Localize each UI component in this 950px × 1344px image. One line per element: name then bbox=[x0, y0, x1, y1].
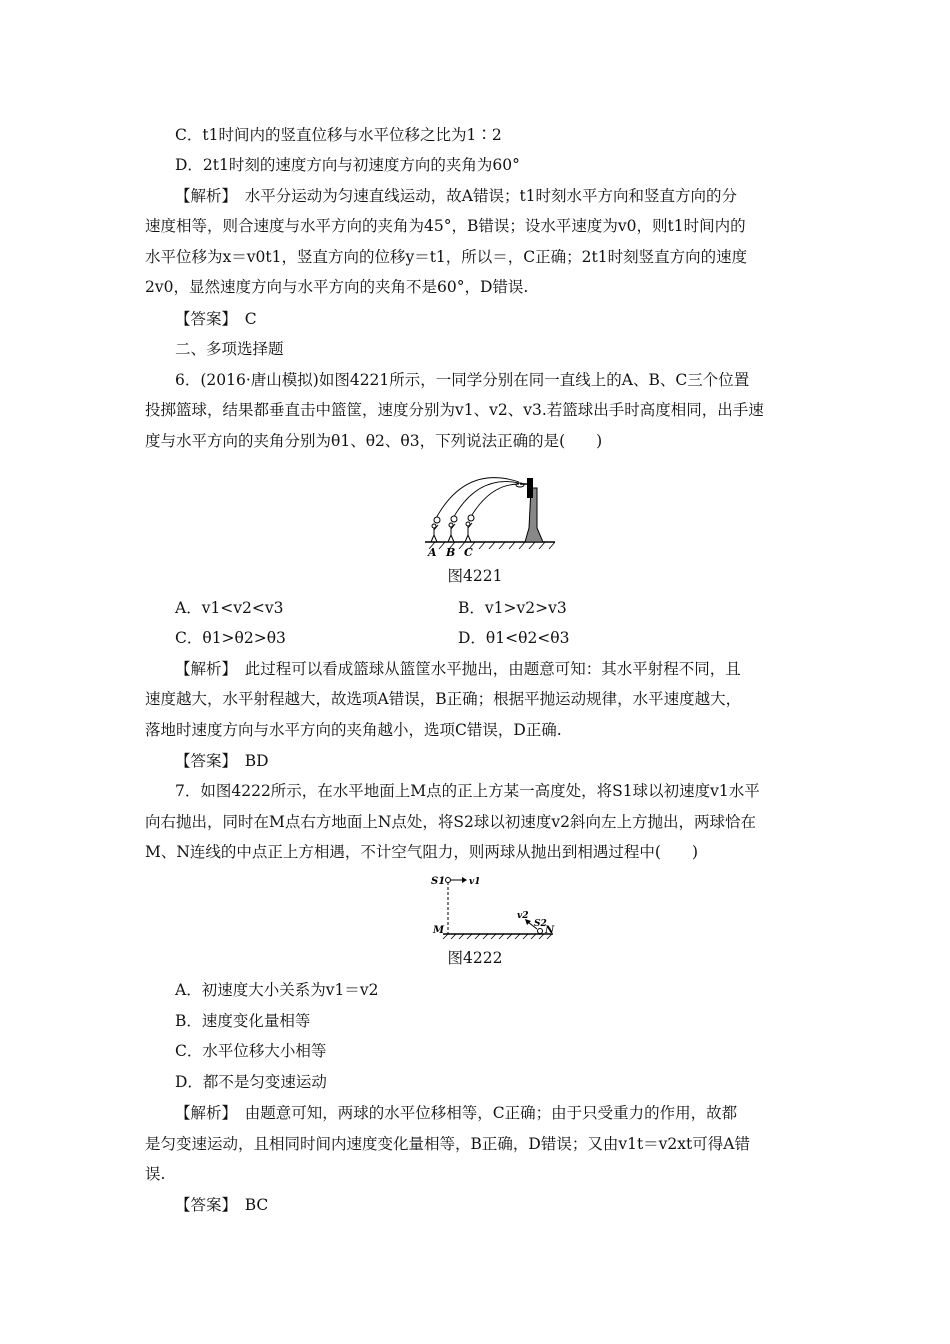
q7-option-a: A．初速度大小关系为v1＝v2 bbox=[175, 981, 379, 999]
analysis-6-line-2: 速度越大，水平射程越大，故选项A错误，B正确；根据平抛运动规律，水平速度越大， bbox=[145, 690, 742, 708]
figure-4222 bbox=[425, 870, 560, 940]
figure-4221-caption: 图4221 bbox=[447, 567, 503, 585]
analysis-5-line-4: 2v0，显然速度方向与水平方向的夹角不是60°，D错误. bbox=[145, 278, 529, 296]
label-b: B bbox=[446, 546, 456, 558]
q6-option-a: A．v1<v2<v3 bbox=[175, 599, 284, 617]
figure-4222-caption: 图4222 bbox=[447, 949, 503, 967]
analysis-7-line-3: 误. bbox=[145, 1165, 166, 1183]
question-7-line-2: 向右抛出，同时在M点右方地面上N点处，将S2球以初速度v2斜向左上方抛出，两球恰在 bbox=[145, 813, 757, 831]
q6-option-d: D．θ1<θ2<θ3 bbox=[458, 629, 570, 647]
analysis-6-line-3: 落地时速度方向与水平方向的夹角越小，选项C错误，D正确. bbox=[145, 721, 562, 739]
answer-5: 【答案】 C bbox=[175, 310, 257, 328]
label-v1: v1 bbox=[469, 877, 481, 887]
label-c: C bbox=[464, 546, 473, 558]
label-m: M bbox=[433, 925, 445, 936]
analysis-5-line-1: 【解析】 水平分运动为匀速直线运动，故A错误；t1时刻水平方向和竖直方向的分 bbox=[175, 187, 738, 205]
label-s1: S1 bbox=[431, 876, 446, 887]
answer-6: 【答案】 BD bbox=[175, 752, 269, 770]
question-6-line-1: 6．(2016·唐山模拟)如图4221所示，一同学分别在同一直线上的A、B、C三个位置 bbox=[175, 371, 750, 389]
question-6-line-2: 投掷篮球，结果都垂直击中篮筐，速度分别为v1、v2、v3.若篮球出手时高度相同，出手速 bbox=[145, 401, 764, 419]
label-s2: S2 bbox=[534, 919, 547, 929]
analysis-7-line-1: 【解析】 由题意可知，两球的水平位移相等，C正确；由于只受重力的作用，故都 bbox=[175, 1104, 738, 1122]
q7-option-b: B．速度变化量相等 bbox=[175, 1012, 311, 1030]
q7-option-d: D．都不是匀变速运动 bbox=[175, 1073, 327, 1091]
label-a: A bbox=[428, 546, 437, 558]
line-option-d: D．2t1时刻的速度方向与初速度方向的夹角为60° bbox=[175, 156, 520, 174]
question-7-line-1: 7．如图4222所示，在水平地面上M点的正上方某一高度处，将S1球以初速度v1水平 bbox=[175, 782, 760, 800]
analysis-6-line-1: 【解析】 此过程可以看成篮球从篮筐水平抛出，由题意可知：其水平射程不同，且 bbox=[175, 660, 741, 678]
section-heading: 二、多项选择题 bbox=[175, 340, 284, 358]
line-option-c: C．t1时间内的竖直位移与水平位移之比为1∶2 bbox=[175, 126, 502, 144]
question-7-line-3: M、N连线的中点正上方相遇，不计空气阻力，则两球从抛出到相遇过程中( ) bbox=[145, 843, 699, 861]
analysis-5-line-2: 速度相等，则合速度与水平方向的夹角为45°，B错误；设水平速度为v0，则t1时间内的 bbox=[145, 217, 746, 235]
q7-option-c: C．水平位移大小相等 bbox=[175, 1042, 327, 1060]
label-n: N bbox=[545, 925, 555, 936]
analysis-7-line-2: 是匀变速运动，且相同时间内速度变化量相等，B正确，D错误；又由v1t＝v2xt可得A错 bbox=[145, 1135, 750, 1153]
q6-option-b: B．v1>v2>v3 bbox=[458, 599, 567, 617]
q6-option-c: C．θ1>θ2>θ3 bbox=[175, 629, 286, 647]
answer-7: 【答案】 BC bbox=[175, 1196, 269, 1214]
question-6-line-3: 度与水平方向的夹角分别为θ1、θ2、θ3，下列说法正确的是( ) bbox=[145, 432, 603, 450]
label-v2: v2 bbox=[517, 911, 529, 921]
analysis-5-line-3: 水平位移为x＝v0t1，竖直方向的位移y＝t1，所以＝，C正确；2t1时刻竖直方向的速度 bbox=[145, 248, 748, 266]
figure-4221 bbox=[425, 470, 555, 558]
